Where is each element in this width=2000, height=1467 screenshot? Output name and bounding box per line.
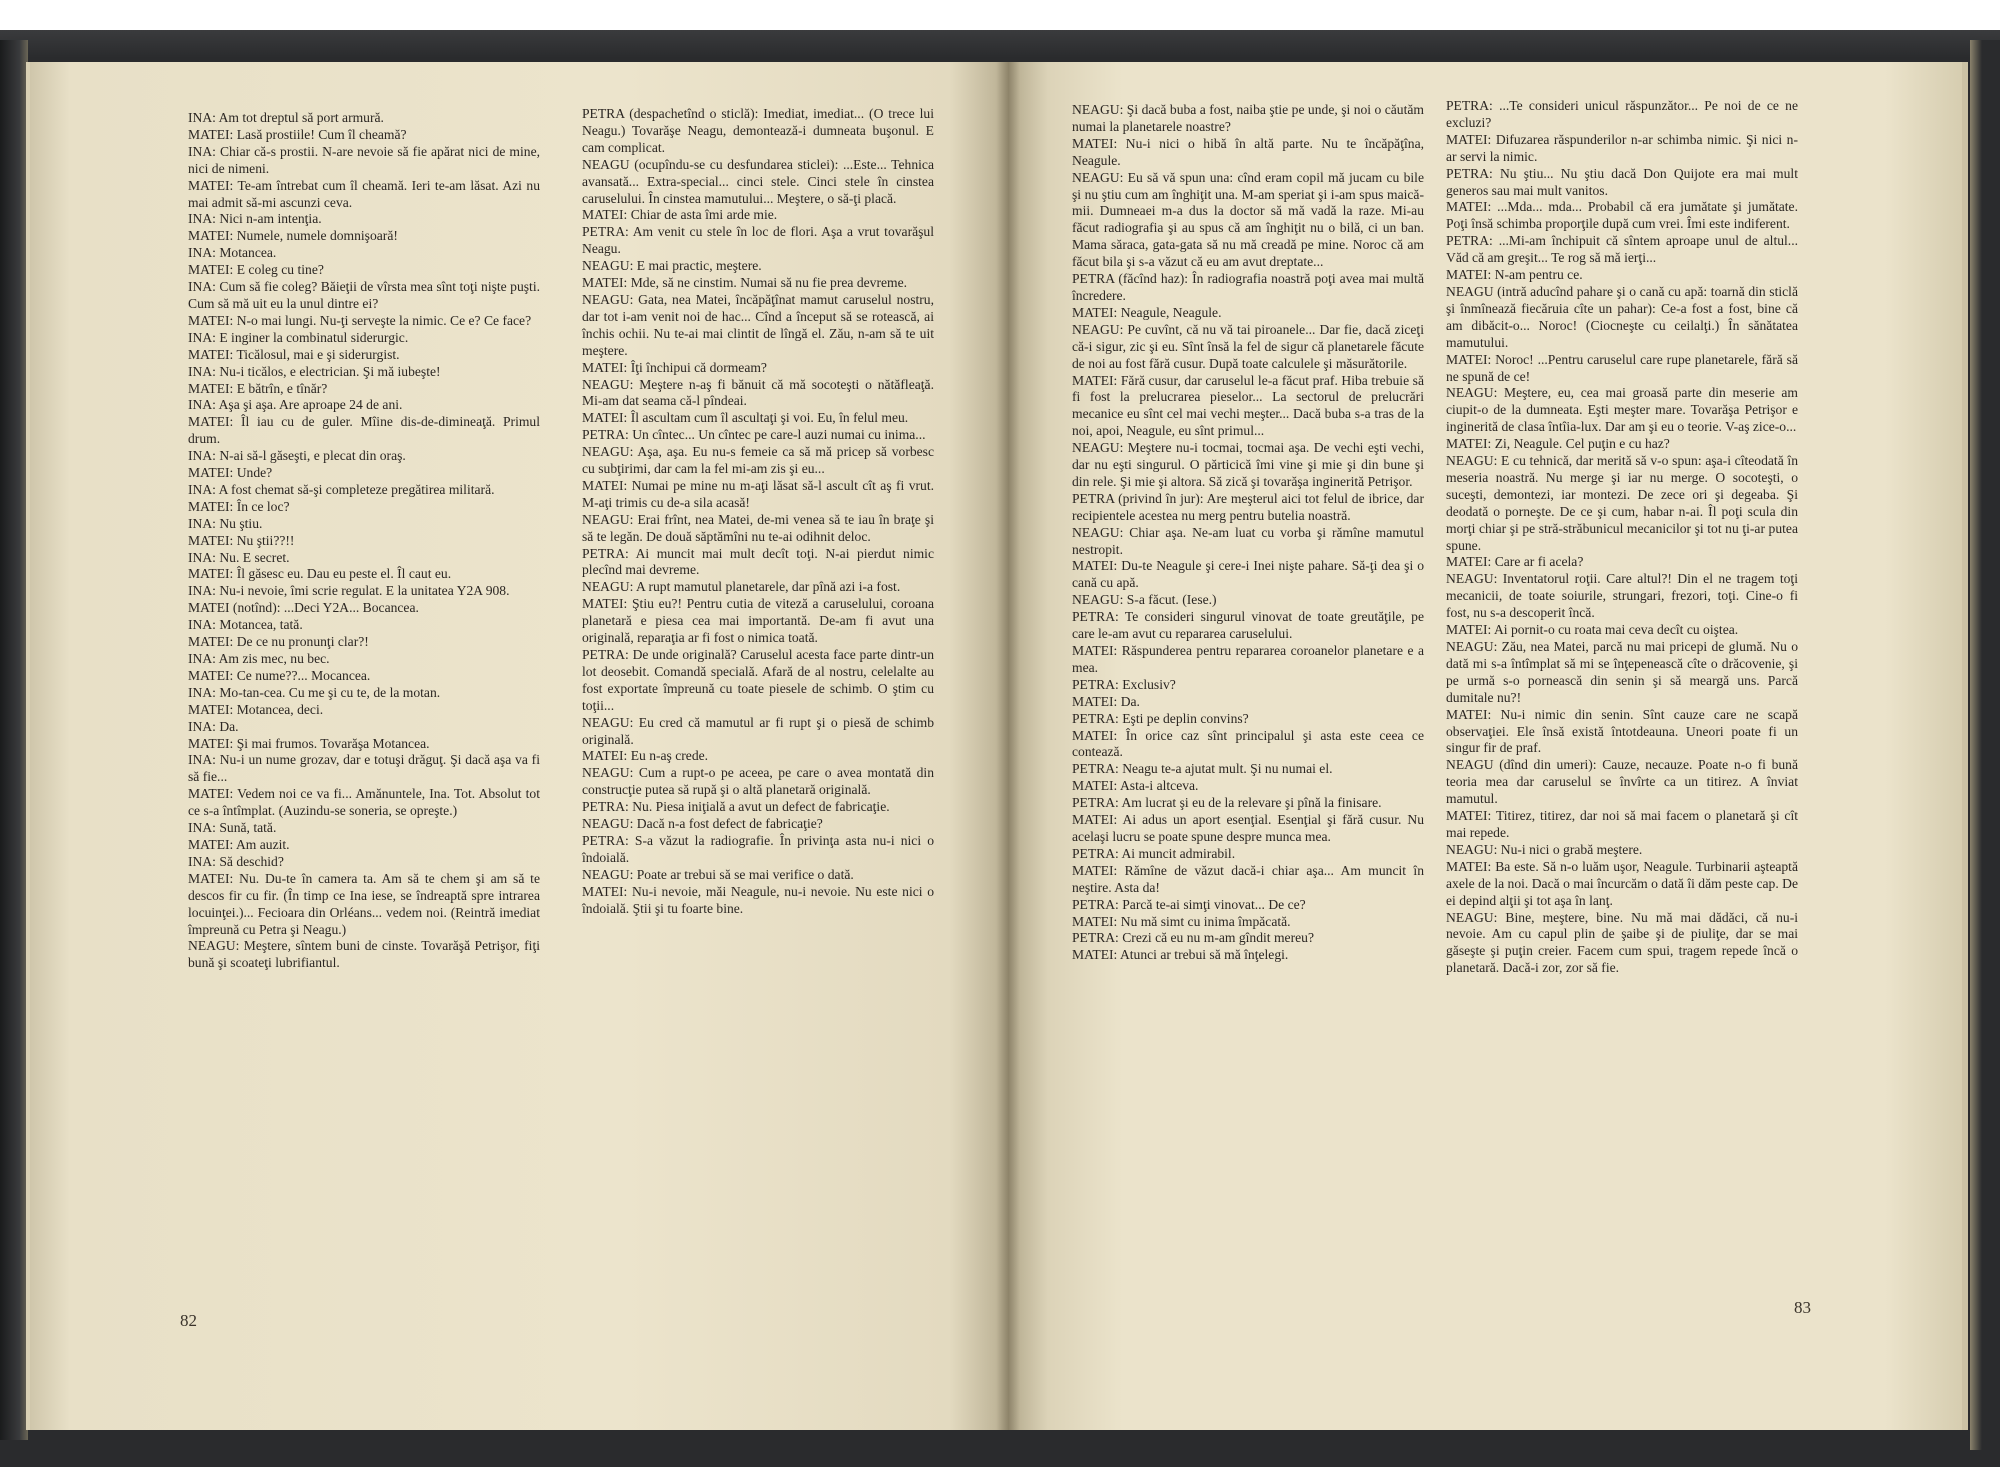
dialogue-line: MATEI: Motancea, deci. [188,701,324,717]
book-gutter-shadow [996,62,1020,1430]
dialogue-line: NEAGU: Chiar aşa. Ne-am luat cu vorba şi rămîne mamutul nestropit. [1072,524,1424,557]
dialogue-line: MATEI: Eu n-aş crede. [582,748,709,764]
dialogue-line: NEAGU: Meştere n-aş fi bănuit că mă socoteşti o nătăfleaţă. Mi-am dat seama că-l pîndeai. [582,376,934,409]
dialogue-line: INA: Sună, tată. [188,820,277,836]
dialogue-line: MATEI: În ce loc? [188,498,290,514]
dialogue-line: MATEI: Nu ştii??!! [188,532,295,548]
dialogue-line: MATEI: Fără cusur, dar caruselul le-a făcut praf. Hiba trebuie să fi fost la prelucrarea pieselor... La sectorul de prelucrări mecanice eu sînt cel mai vechi meşter... Dacă buba s-a tras de la noi, apoi, Neagule, eu sînt primul... [1072,372,1424,439]
book-cover-top [0,0,2000,58]
dialogue-line: INA: Da. [188,718,239,734]
right-page-column-1 [1072,102,1424,964]
dialogue-line: INA: Nu. E secret. [188,549,290,565]
dialogue-line: MATEI: E coleg cu tine? [188,262,324,278]
dialogue-line: PETRA: Ai muncit admirabil. [1072,845,1236,861]
dialogue-line: MATEI: Chiar de asta îmi arde mie. [582,207,778,223]
dialogue-line: PETRA: Nu. Piesa iniţială a avut un defect de fabricaţie. [582,799,890,815]
dialogue-line: NEAGU: Gata, nea Matei, încăpăţînat mamut caruselul nostru, dar tot i-am venit noi de hac... Cînd a început să se rotească, ai închis ochii. Nu te-ai mai clintit de lîngă el. Zău, n-am să te uit meştere. [582,291,934,358]
dialogue-line: MATEI: De ce nu pronunţi clar?! [188,634,369,650]
page-number-left: 82 [180,1311,197,1330]
dialogue-line: MATEI: Şi mai frumos. Tovarăşa Motancea. [188,735,430,751]
dialogue-line: INA: Cum să fie coleg? Băieţii de vîrsta mea sînt toţi nişte puşti. Cum să mă uit eu la unul dintre ei? [188,279,540,311]
dialogue-line: NEAGU: Meştere, eu, cea mai groasă parte din meserie am ciupit-o de la dumneata. Eşti meşter mare. Tovarăşa Petrişor e inginerită de clasa întîia-lux. Dar am şi eu o teorie. V-aş zice-o... [1446,385,1798,435]
dialogue-line: NEAGU: Meştere, sîntem buni de cinste. Tovarăşă Petrişor, fiţi bună şi scoateţi lubrifiantul. [188,938,540,971]
dialogue-line: INA: Am zis mec, nu bec. [188,651,330,666]
dialogue-line: NEAGU: Nu-i nici o grabă meştere. [1446,841,1643,857]
dialogue-line: PETRA: S-a văzut la radiografie. În privinţa asta nu-i nici o îndoială. [582,832,934,865]
dialogue-line: PETRA: Neagu te-a ajutat mult. Şi nu numai el. [1072,761,1333,777]
dialogue-line: MATEI: Nu-i nimic din senin. Sînt cauze care ne scapă observaţiei. Ele însă există întotdeauna. Uneori poate fi un singur fir de praf. [1446,706,1798,756]
dialogue-line: NEAGU: Bine, meştere, bine. Nu mă mai dădăci, că nu-i nevoie. Am cu capul plin de şaibe şi de piuliţe, dar se mai găseşte şi puţin creier. Facem cum spui, tragem repede încă o planetară. Dacă-i zor, zor să fie. [1446,909,1798,976]
dialogue-line: MATEI: Numai pe mine nu m-aţi lăsat să-l ascult cît aş fi vrut. M-aţi trimis cu de-a sila acasă! [582,477,934,510]
dialogue-line: NEAGU: Poate ar trebui să se mai verifice o dată. [582,866,854,882]
left-page-column-2 [582,106,934,918]
dialogue-line: INA: N-ai să-l găseşti, e plecat din oraş. [188,448,406,464]
dialogue-line: MATEI: Îl ascultam cum îl ascultaţi şi voi. Eu, în felul meu. [582,410,909,426]
dialogue-line: MATEI: Numele, numele domnişoară! [188,228,398,244]
dialogue-line: MATEI: Te-am întrebat cum îl cheamă. Ieri te-am lăsat. Azi nu mai admit să-mi ascunzi ceva. [188,177,540,210]
dialogue-line: NEAGU: Zău, nea Matei, parcă nu mai pricepi de glumă. Nu o dată mi s-a întîmplat să mi se înţepenească cîte o drăcovenie, şi pe urmă s-o pornească din senin şi să meargă uns. Parcă dumitale nu?! [1446,639,1798,705]
dialogue-line: NEAGU: Şi dacă buba a fost, naiba ştie pe unde, şi noi o căutăm numai la planetarele noastre? [1072,102,1424,134]
dialogue-line: PETRA: Crezi că eu nu m-am gîndit mereu? [1072,930,1314,946]
dialogue-line: MATEI: Îţi închipui că dormeam? [582,359,767,375]
dialogue-line: NEAGU: A rupt mamutul planetarele, dar pînă azi i-a fost. [582,579,901,595]
page-number-right: 83 [1794,1298,1811,1317]
dialogue-line: INA: Chiar că-s prostii. N-are nevoie să fie apărat nici de mine, nici de nimeni. [188,143,540,176]
dialogue-line: MATEI: Noroc! ...Pentru caruselul care rupe planetarele, fără să ne spună de ce! [1446,351,1798,384]
dialogue-line: INA: Să deschid? [188,853,284,869]
dialogue-line: NEAGU: Eu să vă spun una: cînd eram copil mă jucam cu bile şi nu ştiu cum am înghiţit una. M-am speriat şi i-am spus maică-mii. Dumneaei m-a dus la doctor să mă vadă la raze. Mi-au făcut radiografia şi au spus că am înghiţit nu o bilă, ci un ban. Mama săraca, gata-gata să nu mă creadă pe mine. Noroc că am făcut bila şi s-a văzut că eu am avut dreptate... [1072,169,1424,270]
dialogue-line: MATEI: Lasă prostiile! Cum îl cheamă? [188,126,407,142]
dialogue-line: PETRA: Am lucrat şi eu de la relevare şi pînă la finisare. [1072,795,1382,811]
dialogue-line: PETRA: Ai muncit mai mult decît toţi. N-ai pierdut nimic plecînd mai devreme. [582,545,934,578]
dialogue-line: PETRA (privind în jur): Are meşterul aici tot felul de ibrice, dar recipientele acestea nu merg pentru butelia noastră. [1072,490,1424,523]
dialogue-line: PETRA: Eşti pe deplin convins? [1072,710,1249,726]
dialogue-line: INA: A fost chemat să-şi completeze pregătirea militară. [188,481,495,497]
dialogue-line: MATEI (notînd): ...Deci Y2A... Bocancea. [188,600,419,616]
dialogue-line: MATEI: Ştiu eu?! Pentru cutia de viteză a caruselului, coroana planetară e piesa cea mai importantă. De-am fi avut una originală, reparaţia ar fi fost o nimica toată. [582,596,934,646]
right-page [1008,62,1968,1430]
dialogue-line: MATEI: Nu mă simt cu inima împăcată. [1072,913,1291,929]
dialogue-line: MATEI: Am auzit. [188,836,290,852]
dialogue-line: MATEI: Vedem noi ce va fi... Amănuntele, Ina. Tot. Absolut tot ce s-a întîmplat. (Auzindu-se soneria, se opreşte.) [188,786,540,819]
dialogue-line: PETRA (făcînd haz): În radiografia noastră poţi avea mai multă încredere. [1072,271,1424,303]
dialogue-line: MATEI: Îl găsesc eu. Dau eu peste el. Îl caut eu. [188,566,452,582]
dialogue-line: MATEI: Care ar fi acela? [1446,554,1584,570]
dialogue-line: MATEI: Ba este. Să n-o luăm uşor, Neagule. Turbinarii aşteaptă axele de la noi. Dacă o mai încurcăm o dată îi dăm peste cap. De ei depind alţii şi tot aşa în lanţ. [1446,858,1798,908]
dialogue-line: INA: Motancea, tată. [188,617,303,633]
dialogue-line: MATEI: Ai adus un aport esenţial. Esenţial şi fără cusur. Nu acelaşi lucru se poate spune despre munca mea. [1072,812,1424,844]
dialogue-line: INA: Mo-tan-cea. Cu me şi cu te, de la motan. [188,684,441,700]
dialogue-line: INA: Nu ştiu. [188,515,263,531]
dialogue-line: MATEI: În orice caz sînt principalul şi asta este ceea ce contează. [1072,727,1424,760]
dialogue-line: NEAGU: S-a făcut. (Iese.) [1072,592,1217,608]
dialogue-line: MATEI: Ce nume??... Mocancea. [188,667,371,683]
dialogue-line: NEAGU (dînd din umeri): Cauze, necauze. Poate n-o fi bună teoria mea dar caruselul se învîrte ca un titirez. A înviat mamutul. [1446,757,1798,807]
dialogue-line: NEAGU: Cum a rupt-o pe aceea, pe care o avea montată din construcţie putea să rupă şi o altă planetară originală. [582,765,934,798]
dialogue-line: MATEI: Rămîne de văzut dacă-i chiar aşa... Am muncit în neştire. Asta da! [1072,862,1424,895]
dialogue-line: NEAGU: E cu tehnică, dar merită să v-o spun: aşa-i cîteodată în meseria noastră. Nu merge şi iar nu merge. O socoteşti, o suceşti, demontezi, iar montezi. De zece ori şi degeaba. Şi deodată o porneşte. De ce şi cum, habar n-ai. Îl poţi scula din morţi chiar şi pe stră-străbunicul mecanicilor şi tot nu ţi-ar putea spune. [1446,453,1798,553]
dialogue-line: PETRA: ...Mi-am închipuit că sîntem aproape unul de altul... Văd că am greşit... Te rog să mă ierţi... [1446,233,1798,266]
dialogue-line: MATEI: Ai pornit-o cu roata mai ceva decît cu oiştea. [1446,622,1739,638]
dialogue-line: PETRA: Exclusiv? [1072,676,1176,692]
dialogue-line: PETRA: Nu ştiu... Nu ştiu dacă Don Quijote era mai mult generos sau mai mult vanitos. [1446,165,1798,198]
left-page [26,62,1008,1430]
dialogue-line: MATEI: Răspunderea pentru repararea coroanelor planetare e a mea. [1072,643,1424,675]
dialogue-line: PETRA: Te consideri singurul vinovat de toate greutăţile, pe care le-am avut cu repararea caruselului. [1072,609,1424,642]
dialogue-line: MATEI: Unde? [188,465,273,481]
right-page-column-2 [1446,98,1798,977]
dialogue-line: NEAGU: Eu cred că mamutul ar fi rupt şi o piesă de schimb originală. [582,714,934,747]
dialogue-line: MATEI: Mde, să ne cinstim. Numai să nu fie prea devreme. [582,275,908,291]
dialogue-line: INA: Motancea. [188,245,277,261]
left-page-column-1 [188,110,540,972]
dialogue-line: MATEI: Zi, Neagule. Cel puţin e cu haz? [1446,436,1670,452]
dialogue-line: MATEI: N-o mai lungi. Nu-ţi serveşte la nimic. Ce e? Ce face? [188,312,532,328]
book-cover-right [1970,40,2000,1450]
dialogue-line: MATEI: Difuzarea răspunderilor n-ar schimba nimic. Şi nici n-ar servi la nimic. [1446,131,1798,164]
dialogue-line: MATEI: Titirez, titirez, dar noi să mai facem o planetară şi cît mai repede. [1446,808,1798,840]
dialogue-line: PETRA: Un cîntec... Un cîntec pe care-l auzi numai cu inima... [582,427,926,443]
dialogue-line: INA: Aşa şi aşa. Are aproape 24 de ani. [188,397,403,413]
dialogue-line: PETRA: Parcă te-ai simţi vinovat... De ce? [1072,896,1306,912]
dialogue-line: MATEI: Nu-i nevoie, măi Neagule, nu-i nevoie. Nu este nici o îndoială. Ştii şi tu foarte bine. [582,883,934,916]
dialogue-line: MATEI: Neagule, Neagule. [1072,304,1222,320]
dialogue-line: MATEI: ...Mda... mda... Probabil că era jumătate şi jumătate. Poţi însă schimba proporţile după cum vrei. Îmi este indiferent. [1446,199,1798,232]
dialogue-line: INA: Nici n-am intenţia. [188,211,322,227]
dialogue-line: PETRA: De unde originală? Caruselul acesta face parte dintr-un lot deosebit. Comandă specială. Afară de al nostru, celelalte au fost exportate împreună cu toate piesele de schimb. O ştim cu toţii... [582,647,934,713]
dialogue-line: NEAGU: Inventatorul roţii. Care altul?! Din el ne tragem toţi mecanicii, de toate soiurile, strungari, frezori, toţi. Cine-o fi fost, nu s-a descoperit încă. [1446,571,1798,621]
dialogue-line: NEAGU: Aşa, aşa. Eu nu-s femeie ca să mă pricep să vorbesc cu subţirimi, dar cam la fel mi-am zis şi eu... [582,444,934,477]
dialogue-line: NEAGU (ocupîndu-se cu desfundarea sticlei): ...Este... Tehnica avansată... Extra-special... cinci stele. Cinci stele în cinstea caruselului. În cinstea mamutului... Meştere, o să-ţi placă. [582,156,934,206]
dialogue-line: PETRA: Am venit cu stele în loc de flori. Aşa a vrut tovarăşul Neagu. [582,224,934,257]
dialogue-line: NEAGU: Meştere nu-i tocmai, tocmai aşa. De vechi eşti vechi, dar nu eşti singurul. O părticică îmi vine şi mie şi din bune şi din rele. Şi mie şi altora. Să zică şi tovarăşa inginerită Petrişor. [1072,440,1424,489]
dialogue-line: MATEI: Nu. Du-te în camera ta. Am să te chem şi am să te descos fir cu fir. (În timp ce Ina iese, se îndreaptă spre intrarea locuinţei.)... Fecioara din Orléans... vedem noi. (Reintră imediat împreună cu Petra şi Neagu.) [188,870,540,937]
dialogue-line: PETRA (despachetînd o sticlă): Imediat, imediat... (O trece lui Neagu.) Tovarăşe Neagu, demontează-i dumneata buşonul. E cam complicat. [582,106,934,155]
dialogue-line: MATEI: Ticălosul, mai e şi siderurgist. [188,346,400,362]
dialogue-line: INA: Nu-i ticălos, e electrician. Şi mă iubeşte! [188,363,441,379]
dialogue-line: MATEI: E bătrîn, e tînăr? [188,380,328,396]
dialogue-line: MATEI: Du-te Neagule şi cere-i Inei nişte pahare. Să-ţi dea şi o cană cu apă. [1072,558,1424,591]
dialogue-line: INA: Nu-i un nume grozav, dar e totuşi drăguţ. Şi dacă aşa va fi să fie... [188,752,540,785]
book-cover-left [0,40,28,1440]
dialogue-line: NEAGU (intră aducînd pahare şi o cană cu apă: toarnă din sticlă şi înmînează fiecăruia cîte un pahar): Ce-a fost a fost, bine că am dibăcit-o... Noroc! (Ciocneşte cu ceilalţi.) În sănătatea mamutului. [1446,283,1798,350]
dialogue-line: INA: E inginer la combinatul siderurgic. [188,329,409,345]
dialogue-line: NEAGU: Dacă n-a fost defect de fabricaţie? [582,816,823,832]
dialogue-line: MATEI: Îl iau cu de guler. Mîine dis-de-dimineaţă. Primul drum. [188,414,540,447]
dialogue-line: INA: Am tot dreptul să port armură. [188,110,384,125]
dialogue-line: INA: Nu-i nevoie, îmi scrie regulat. E la unitatea Y2A 908. [188,583,510,599]
dialogue-line: MATEI: N-am pentru ce. [1446,267,1583,283]
dialogue-line: MATEI: Da. [1072,693,1140,709]
dialogue-line: MATEI: Asta-i altceva. [1072,778,1199,794]
dialogue-line: PETRA: ...Te consideri unicul răspunzător... Pe noi de ce ne excluzi? [1446,98,1798,130]
dialogue-line: NEAGU: Erai frînt, nea Matei, de-mi venea să te iau în braţe şi să te legăn. De două săptămîni nu te-ai odihnit deloc. [582,511,934,544]
dialogue-line: MATEI: Nu-i nici o hibă în altă parte. Nu te încăpăţîna, Neagule. [1072,135,1424,168]
dialogue-line: NEAGU: Pe cuvînt, că nu vă tai piroanele... Dar fie, dacă ziceţi că-i sigur, zic şi eu. Sînt însă la fel de sigur că planetarele făcute de noi au fost fără cusur. După toate calculele şi măsurătorile. [1072,321,1424,371]
dialogue-line: MATEI: Atunci ar trebui să mă înţelegi. [1072,947,1289,963]
dialogue-line: NEAGU: E mai practic, meştere. [582,258,762,274]
